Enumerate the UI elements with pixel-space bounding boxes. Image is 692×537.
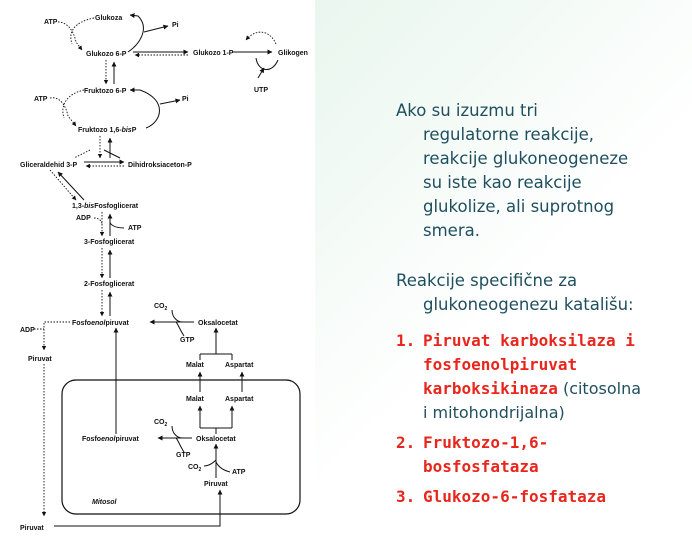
gluconeogenesis-pathway-diagram [20, 10, 312, 533]
label-aspartat-2: Aspartat [225, 396, 254, 403]
label-13-bisfosfoglicerat: 1,3-bisFosfoglicerat [72, 203, 139, 210]
label-mitosol: Mitosol [92, 499, 117, 506]
specific-line: Reakcije specifične za [396, 271, 578, 290]
label-fosfoenolpiruvat-1: Fosfoenolpiruvat [72, 320, 129, 327]
label-piruvat-2: Piruvat [204, 481, 228, 488]
label-atp-3: ATP [128, 225, 142, 232]
label-oksalocetat-1: Oksalocetat [198, 320, 238, 327]
label-co2-1: $CO_2$ [154, 303, 168, 312]
label-malat-1: Malat [186, 362, 204, 369]
label-glikogen: Glikogen [278, 50, 308, 57]
label-malat-2: Malat [186, 396, 204, 403]
label-atp-4: ATP [232, 469, 246, 476]
label-oksalocetat-2: Oksalocetat [196, 436, 236, 443]
label-atp-2: ATP [34, 96, 48, 103]
pathway-svg [20, 10, 312, 533]
enzyme-list: 1. Piruvat karboksilaza i fosfoenolpiruvat karboksikinaza (citosolna i mitohondrijalna) 2. Fruktozo-1,6- bosfosfataza 3. Glukozo-6-fosfataza [396, 329, 641, 509]
label-utp: UTP [254, 87, 268, 94]
intro-line: regulatorne reakcije, [423, 125, 594, 144]
label-co2-2: $CO_2$ [154, 419, 168, 428]
specific-paragraph [396, 269, 634, 317]
intro-line: glukolize, ali suprotnog [423, 197, 615, 216]
label-piruvat-3: Piruvat [20, 525, 44, 532]
label-glukoza: Glukoza [95, 15, 123, 22]
label-pi-1: Pi [172, 22, 179, 29]
label-co2-3: $CO_2$ [188, 464, 202, 473]
label-fosfoenolpiruvat-2: Fosfoenolpiruvat [82, 436, 139, 443]
label-3-fosfoglicerat: 3-Fosfoglicerat [84, 239, 135, 246]
label-pi-2: Pi [182, 96, 189, 103]
specific-line: glukoneogenezu katališu: [423, 295, 634, 314]
list-item-3: 3. Glukozo-6-fosfataza [396, 487, 607, 506]
list-item-2: 2. Fruktozo-1,6- [396, 433, 549, 452]
label-aspartat-1: Aspartat [225, 362, 254, 369]
intro-paragraph [396, 99, 628, 243]
label-2-fosfoglicerat: 2-Fosfoglicerat [84, 281, 135, 288]
label-gtp-1: GTP [180, 337, 195, 344]
intro-line: smera. [423, 221, 480, 240]
label-fruktozo-16-bisp: Fruktozo 1,6-bisP [78, 127, 137, 134]
label-glukozo-6p: Glukozo 6-P [86, 51, 127, 58]
label-atp-1: ATP [44, 19, 58, 26]
label-piruvat-1: Piruvat [28, 356, 52, 363]
intro-line: Ako su izuzmu tri [396, 101, 538, 120]
label-glukozo-1p: Glukozo 1-P [193, 50, 234, 57]
label-dihidroksiaceton-p: Dihidroksiaceton-P [128, 162, 192, 169]
list-item-1: 1. Piruvat karboksilaza i [396, 331, 635, 350]
label-adp-2: ADP [20, 327, 35, 334]
label-gtp-2: GTP [176, 452, 191, 459]
intro-line: su iste kao reakcije [423, 173, 582, 192]
label-fruktozo-6p: Fruktozo 6-P [84, 88, 127, 95]
label-adp-1: ADP [76, 215, 91, 222]
intro-line: reakcije glukoneogeneze [423, 149, 629, 168]
label-gliceraldehid-3p: Gliceraldehid 3-P [20, 162, 78, 169]
